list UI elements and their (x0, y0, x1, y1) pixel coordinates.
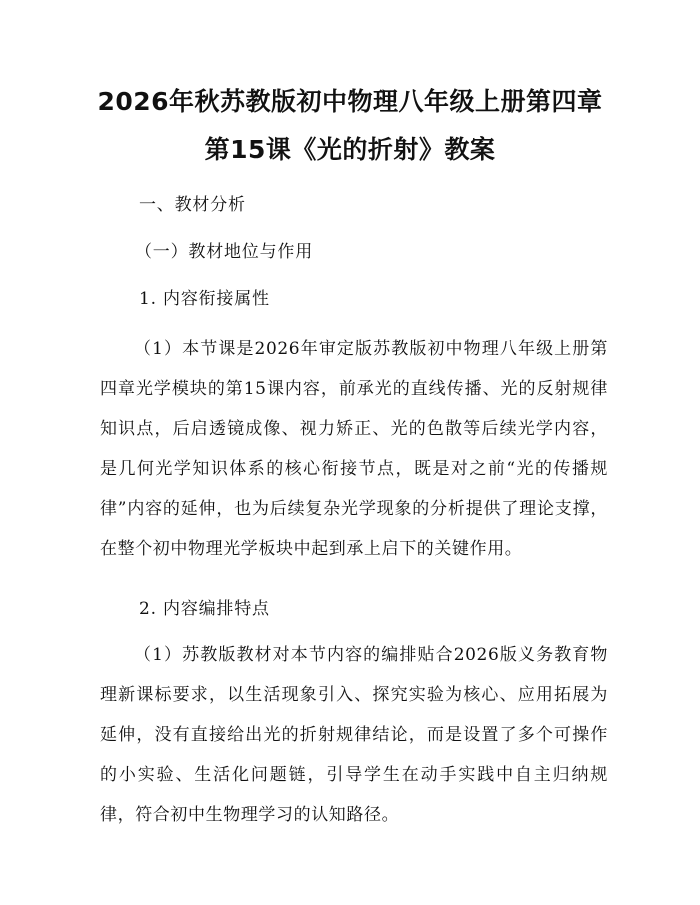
item-heading-layout-features: 2. 内容编排特点 (139, 599, 270, 619)
section-heading-textbook-analysis: 一、教材分析 (139, 195, 246, 215)
document-title-line-2: 第15课《光的折射》教案 (204, 135, 496, 164)
subsection-heading-position-role: （一）教材地位与作用 (135, 242, 313, 262)
document-title-line-1: 2026年秋苏教版初中物理八年级上册第四章 (97, 87, 603, 116)
paragraph-content-connection: （1）本节课是2026年审定版苏教版初中物理八年级上册第四章光学模块的第15课内容，前承光的直线传播、光的反射规律知识点，后启透镜成像、视力矫正、光的色散等后续光学内容，是几何光学知识体系的核心衔接节点，既是对之前“光的传播规律”内容的延伸，也为后续复杂光学现象的分析提供了理论支撑，在整个初中物理光学板块中起到承上启下的关键作用。 (100, 339, 608, 559)
item-heading-content-connection: 1. 内容衔接属性 (139, 289, 270, 309)
paragraph-layout-features: （1）苏教版教材对本节内容的编排贴合2026版义务教育物理新课标要求，以生活现象引入、探究实验为核心、应用拓展为延伸，没有直接给出光的折射规律结论，而是设置了多个可操作的小实验、生活化问题链，引导学生在动手实践中自主归纳规律，符合初中生物理学习的认知路径。 (100, 645, 608, 825)
